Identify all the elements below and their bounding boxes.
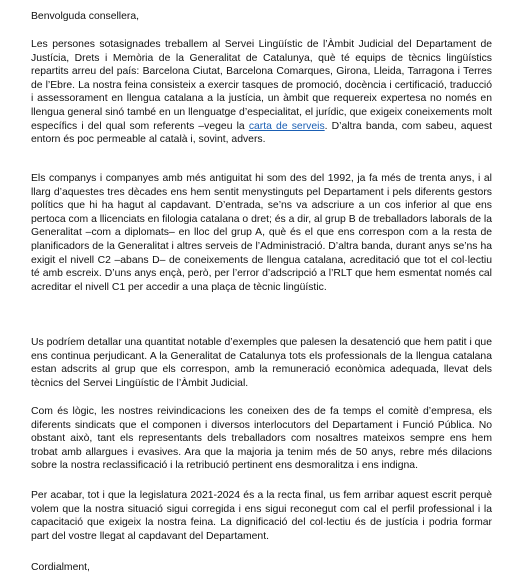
paragraph-intro [31, 38, 492, 147]
service-charter-link[interactable]: carta de serveis [248, 120, 325, 132]
letter-closing: Cordialment, [31, 562, 90, 573]
paragraph-conclusion: Per acabar, tot i que la legislatura 2021-2024 és a la recta final, us fem arribar aquest escrit perquè volem que la nostra situació sigui corregida i ens sigui reconegut com cal el perfil professional i la capacitació que exigeix la nostra feina. La dignificació del col·lectiu és de justícia i podria formar part del vostre llegat al capdavant del Departament. [31, 490, 492, 542]
paragraph-examples: Us podríem detallar una quantitat notable d’exemples que palesen la desatenció que hem patit i que ens continua perjudicant. A la Generalitat de Catalunya tots els professionals de la llengua catalana estan adscrits al grup que els correspon, amb la remuneració econòmica adequada, llevat dels tècnics del Servei Lingüístic de l’Àmbit Judicial. [31, 337, 492, 389]
paragraph-demands: Com és lògic, les nostres reivindicacions les coneixen des de fa temps el comitè d’empresa, els diferents sindicats que el componen i diversos interlocutors del Departament i Funció Pública. No obstant això, tant els representants dels treballadors com nosaltres mateixos sempre ens hem trobat amb allargues i evasives. Ara que la majoria ja tenim més de 50 anys, rebre més dilacions sobre la nostra reclassificació i la retribució pertinent ens desmoralitza i ens indigna. [31, 406, 492, 472]
letter-salutation: Benvolguda consellera, [31, 11, 140, 22]
paragraph-intro-text-end: . D’altra banda, com sabeu, aquest entorn és poc permeable al català i, sovint, advers. [31, 120, 492, 146]
paragraph-intro-text: Les persones sotasignades treballem al Servei Lingüístic de l’Àmbit Judicial del Departament de Justícia, Drets i Memòria de la Generalitat de Catalunya, què té equips de tècnics lingüístics repartits arreu del país: Barcelona Ciutat, Barcelona Comarques, Girona, Lleida, Tarragona i Terres de l’Ebre. La nostra feina consisteix a exercir tasques de promoció, docència i certificació, traducció i assessorament en llengua catalana a la justícia, un àmbit que requereix expertesa no només en llengua general sinó també en un llenguatge d’especialitat, el jurídic, que exigeix coneixements molt específics i del qual som referents –vegeu la [31, 39, 492, 132]
paragraph-history: Els companys i companyes amb més antiguitat hi som des del 1992, ja fa més de trenta anys, i al llarg d’aquestes tres dècades ens hem sentit menystinguts pel Departament i pels diferents gestors polítics que hi ha hagut al capdavant. D’entrada, se’ns va adscriure a un cos inferior al que ens pertoca com a llicenciats en filologia catalana o dret; és a dir, al grup B de treballadors laborals de la Generalitat –com a diplomats– en lloc del grup A, què és el que ens correspon com a la resta de planificadors de la Generalitat i altres serveis de l’Administració. D’altra banda, durant anys se’ns ha exigit el nivell C2 –abans D– de coneixements de llengua catalana, acreditació que tot el col·lectiu té amb escreix. D’uns anys ençà, però, per l’error d’adscripció a l’RLT que hem esmentat només cal acreditar el nivell C1 per accedir a una plaça de tècnic lingüístic. [31, 173, 492, 293]
